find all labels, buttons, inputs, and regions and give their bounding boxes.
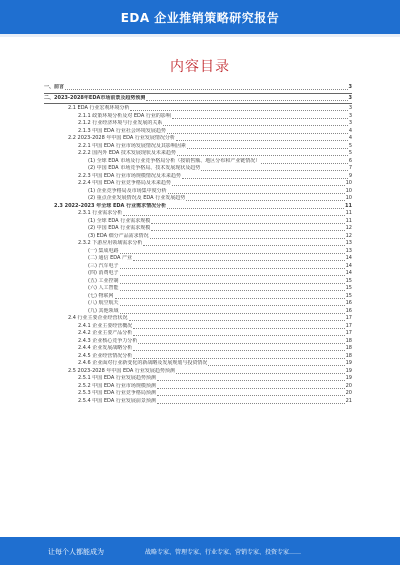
toc-entry-page: 4	[348, 135, 352, 141]
toc-entry[interactable]	[44, 368, 352, 376]
toc-entry-label: 2.4 行业主要企业经营状况	[68, 315, 128, 321]
toc-entry[interactable]	[44, 120, 352, 128]
toc-leader-dots	[133, 358, 344, 359]
toc-leader-dots	[120, 253, 345, 254]
toc-entry-page: 10	[345, 187, 352, 194]
toc-leader-dots	[201, 170, 348, 171]
toc-entry[interactable]	[44, 188, 352, 196]
toc-entry[interactable]	[44, 278, 352, 286]
toc-entry-page: 20	[345, 390, 352, 396]
toc-entry-page: 3	[348, 112, 352, 119]
toc-entry-page: 21	[345, 397, 352, 404]
toc-entry-page: 17	[345, 330, 352, 336]
toc-entry[interactable]	[44, 143, 352, 151]
toc-entry-label: (1) 全球 EDA 市场及行业竞争格局分析（按销售额、地区分布和产业链情况）	[88, 157, 261, 164]
toc-leader-dots	[172, 118, 348, 119]
toc-entry-label: 2.1.1 政策环境分析及对 EDA 行业的影响	[78, 112, 171, 119]
toc-leader-dots	[120, 268, 345, 269]
toc-leader-dots	[157, 395, 345, 396]
footer-slogan: 让每个人都能成为	[48, 548, 104, 556]
toc-entry-label: 2.4.5 企业经营情况分析	[78, 352, 133, 359]
toc-leader-dots	[129, 320, 345, 321]
toc-entry[interactable]	[44, 255, 352, 263]
toc-entry[interactable]	[44, 210, 352, 218]
toc-entry-label: (2) 中国 EDA 市场竞争格局、技术发展现状及趋势	[88, 165, 201, 171]
toc-entry-page: 13	[345, 247, 352, 254]
toc-entry[interactable]	[44, 113, 352, 121]
toc-entry-page: 9	[348, 172, 352, 179]
toc-entry[interactable]	[44, 158, 352, 166]
toc-entry-page: 15	[345, 277, 352, 284]
toc-entry[interactable]	[44, 293, 352, 301]
toc-entry[interactable]	[44, 323, 352, 331]
toc-entry-page: 11	[345, 210, 352, 216]
toc-entry-page: 18	[345, 337, 352, 344]
toc-entry-label: (1) 企业竞争格局及市场集中度分析	[88, 187, 167, 194]
toc-entry-page: 11	[345, 217, 352, 224]
toc-entry-page: 13	[345, 240, 352, 246]
toc-leader-dots	[176, 140, 348, 141]
toc-entry-page: 3	[348, 94, 352, 101]
toc-leader-dots	[167, 208, 344, 209]
toc-leader-dots	[150, 238, 345, 239]
toc-leader-dots	[172, 185, 345, 186]
toc-leader-dots	[123, 215, 344, 216]
toc-entry[interactable]	[44, 240, 352, 248]
toc-leader-dots	[208, 365, 344, 366]
toc-entry-label: (一) 集成电路	[88, 247, 119, 254]
header-divider	[0, 34, 400, 37]
toc-entry-label: (五) 工业控制	[88, 277, 119, 284]
toc-entry-page: 18	[345, 352, 352, 359]
toc-entry-page: 16	[345, 300, 352, 306]
toc-leader-dots	[120, 313, 345, 314]
toc-entry[interactable]	[44, 128, 352, 136]
toc-entry-label: 2.4.3 企业核心竞争力分析	[78, 337, 138, 344]
toc-leader-dots	[182, 178, 348, 179]
toc-entry-page: 15	[345, 292, 352, 299]
toc-entry-page: 12	[345, 232, 352, 239]
toc-rule	[44, 103, 352, 104]
toc-entry[interactable]	[44, 398, 352, 406]
toc-leader-dots	[133, 328, 344, 329]
toc-entry-page: 3	[348, 120, 352, 126]
toc-entry-label: 2.2.2 国内外 EDA 技术发展现状及未来趋势	[78, 150, 176, 156]
toc-entry[interactable]	[44, 375, 352, 383]
toc-leader-dots	[151, 230, 344, 231]
toc-entry[interactable]	[44, 105, 352, 113]
toc-entry-page: 20	[345, 382, 352, 389]
toc-leader-dots	[65, 89, 348, 90]
toc-entry-page: 19	[345, 375, 352, 381]
toc-entry-label: (九) 其他领域	[88, 307, 119, 314]
toc-entry-label: 2.4.4 企业发展战略分析	[78, 345, 133, 351]
toc-leader-dots	[176, 373, 345, 374]
toc-leader-dots	[146, 100, 347, 101]
toc-entry-label: 2.4.6 企业面对行业新变化的新战略及发展规划与投资情况	[78, 360, 208, 366]
toc-entry-page: 17	[345, 315, 352, 321]
toc-leader-dots	[120, 305, 345, 306]
toc-entry-page: 10	[345, 195, 352, 201]
toc-entry[interactable]	[44, 330, 352, 338]
toc-leader-dots	[151, 223, 344, 224]
toc-entry[interactable]	[44, 353, 352, 361]
toc-entry-page: 18	[345, 345, 352, 351]
toc-entry-label: 2.2.4 中国 EDA 行业竞争格局及未来趋势	[78, 180, 171, 186]
toc-leader-dots	[143, 245, 344, 246]
toc-entry[interactable]	[44, 84, 352, 92]
toc-heading: 内容目录	[170, 59, 230, 75]
toc-entry[interactable]	[44, 95, 352, 103]
toc-leader-dots	[261, 163, 348, 164]
toc-entry-label: 2.5.3 中国 EDA 行业竞争格局预测	[78, 390, 156, 396]
toc-leader-dots	[187, 148, 348, 149]
toc-entry-label: (三) 汽车电子	[88, 262, 119, 269]
toc-entry-label: 一、前言	[44, 84, 65, 90]
toc-entry-label: 2.3.2 下游应用领域需求分析	[78, 240, 143, 246]
toc-entry-page: 3	[348, 84, 352, 90]
toc-entry-label: 2.2 2023-2028 年中国 EDA 行业发展情况分析	[68, 135, 175, 141]
toc-entry[interactable]	[44, 383, 352, 391]
report-header	[0, 0, 400, 34]
toc-leader-dots	[115, 298, 345, 299]
toc-entry-label: (四) 消费电子	[88, 270, 119, 276]
toc-entry-page: 19	[345, 360, 352, 366]
toc-leader-dots	[120, 290, 345, 291]
toc-entry-page: 7	[348, 165, 352, 171]
toc-entry[interactable]	[44, 173, 352, 181]
toc-entry-page: 15	[345, 285, 352, 291]
toc-entry-page: 19	[345, 367, 352, 374]
toc-leader-dots	[163, 125, 347, 126]
toc-entry-page: 14	[345, 270, 352, 276]
toc-entry-label: 2.5.4 中国 EDA 行业发展前景预测	[78, 397, 156, 404]
toc-entry-page: 12	[345, 225, 352, 231]
toc-entry[interactable]	[44, 360, 352, 368]
toc-entry[interactable]	[44, 390, 352, 398]
toc-entry-label: (二) 通信 EDA 产业	[88, 255, 133, 261]
toc-entry[interactable]	[44, 165, 352, 173]
toc-leader-dots	[120, 275, 345, 276]
toc-entry[interactable]	[44, 308, 352, 316]
toc-entry-label: (七) 物联网	[88, 292, 114, 299]
toc-entry[interactable]	[44, 338, 352, 346]
toc-entry-page: 14	[345, 255, 352, 261]
toc-leader-dots	[133, 350, 344, 351]
toc-leader-dots	[130, 110, 347, 111]
toc-entry[interactable]	[44, 248, 352, 256]
toc-entry-label: 2.2.1 中国 EDA 行业市场发展情况及其影响因素	[78, 142, 186, 149]
toc-entry-label: (六) 人工智能	[88, 285, 119, 291]
toc-entry-label: (2) 重点企业发展情况及 EDA 行业发展趋势	[88, 195, 186, 201]
toc-entry-page: 3	[348, 105, 352, 111]
toc-entry[interactable]	[44, 300, 352, 308]
footer-roles: 战略专家、管理专家、行业专家、营销专家、投资专家……	[145, 549, 302, 556]
toc-entry-label: 2.5.1 中国 EDA 行业发展趋势预测	[78, 375, 156, 381]
toc-entry[interactable]	[44, 270, 352, 278]
toc-entry[interactable]	[44, 345, 352, 353]
toc-entry[interactable]	[44, 218, 352, 226]
toc-leader-dots	[157, 380, 345, 381]
toc-entry[interactable]	[44, 263, 352, 271]
toc-entry[interactable]	[44, 195, 352, 203]
toc-leader-dots	[133, 260, 345, 261]
toc-entry-label: 2.1.2 行业经济环境与行业发展的关系	[78, 120, 163, 126]
toc-entry-label: (八) 航空航天	[88, 300, 119, 306]
toc-leader-dots	[186, 200, 344, 201]
toc-entry-label: 2.3.1 行业需求分析	[78, 210, 123, 216]
toc-leader-dots	[177, 155, 348, 156]
toc-leader-dots	[120, 283, 345, 284]
toc-entry-page: 6	[348, 157, 352, 164]
toc-leader-dots	[133, 335, 344, 336]
toc-entry-label: 2.3 2022-2023 年全球 EDA 行业需求情况分析	[54, 202, 167, 209]
toc-entry[interactable]	[44, 203, 352, 211]
toc-leader-dots	[167, 133, 348, 134]
toc-rule	[44, 93, 352, 94]
table-of-contents	[44, 84, 352, 534]
toc-entry-label: 2.1.3 中国 EDA 行业社会环境发展趋势	[78, 127, 166, 134]
toc-entry-page: 10	[345, 180, 352, 186]
toc-entry-label: 2.5 2023-2028 年中国 EDA 行业发展趋势预测	[68, 367, 175, 374]
toc-entry-page: 17	[345, 322, 352, 329]
toc-entry-label: 2.4.2 企业主要产品分析	[78, 330, 133, 336]
toc-leader-dots	[157, 388, 345, 389]
toc-entry[interactable]	[44, 180, 352, 188]
toc-entry-label: 2.5.2 中国 EDA 行业市场规模预测	[78, 382, 156, 389]
toc-entry[interactable]	[44, 135, 352, 143]
report-title: EDA 企业推销策略研究报告	[120, 11, 280, 25]
toc-entry-label: (3) EDA 细分产品需求情况	[88, 232, 149, 239]
toc-leader-dots	[168, 193, 345, 194]
toc-entry[interactable]	[44, 150, 352, 158]
toc-entry-page: 14	[345, 262, 352, 269]
toc-entry-label: (1) 全球 EDA 行业需求规模	[88, 217, 151, 224]
toc-leader-dots	[138, 343, 344, 344]
toc-entry-page: 11	[345, 202, 352, 209]
toc-entry-page: 5	[348, 150, 352, 156]
toc-entry-label: 2.4.1 企业主要经营概况	[78, 322, 133, 329]
toc-entry[interactable]	[44, 315, 352, 323]
toc-entry-page: 4	[348, 127, 352, 134]
toc-entry-page: 5	[348, 142, 352, 149]
toc-entry-page: 16	[345, 307, 352, 314]
toc-entry[interactable]	[44, 285, 352, 293]
toc-entry-label: 2.1 EDA 行业宏观环境分析	[68, 105, 130, 111]
toc-leader-dots	[157, 403, 345, 404]
toc-entry-label: 二、2023-2028年EDA市场前景及趋势预测	[44, 94, 146, 101]
report-footer	[0, 537, 400, 565]
toc-entry-label: (2) 中国 EDA 行业需求规模	[88, 225, 151, 231]
toc-entry[interactable]	[44, 225, 352, 233]
toc-entry-label: 2.2.3 中国 EDA 行业市场规模情况及未来趋势	[78, 172, 181, 179]
toc-entry[interactable]	[44, 233, 352, 241]
